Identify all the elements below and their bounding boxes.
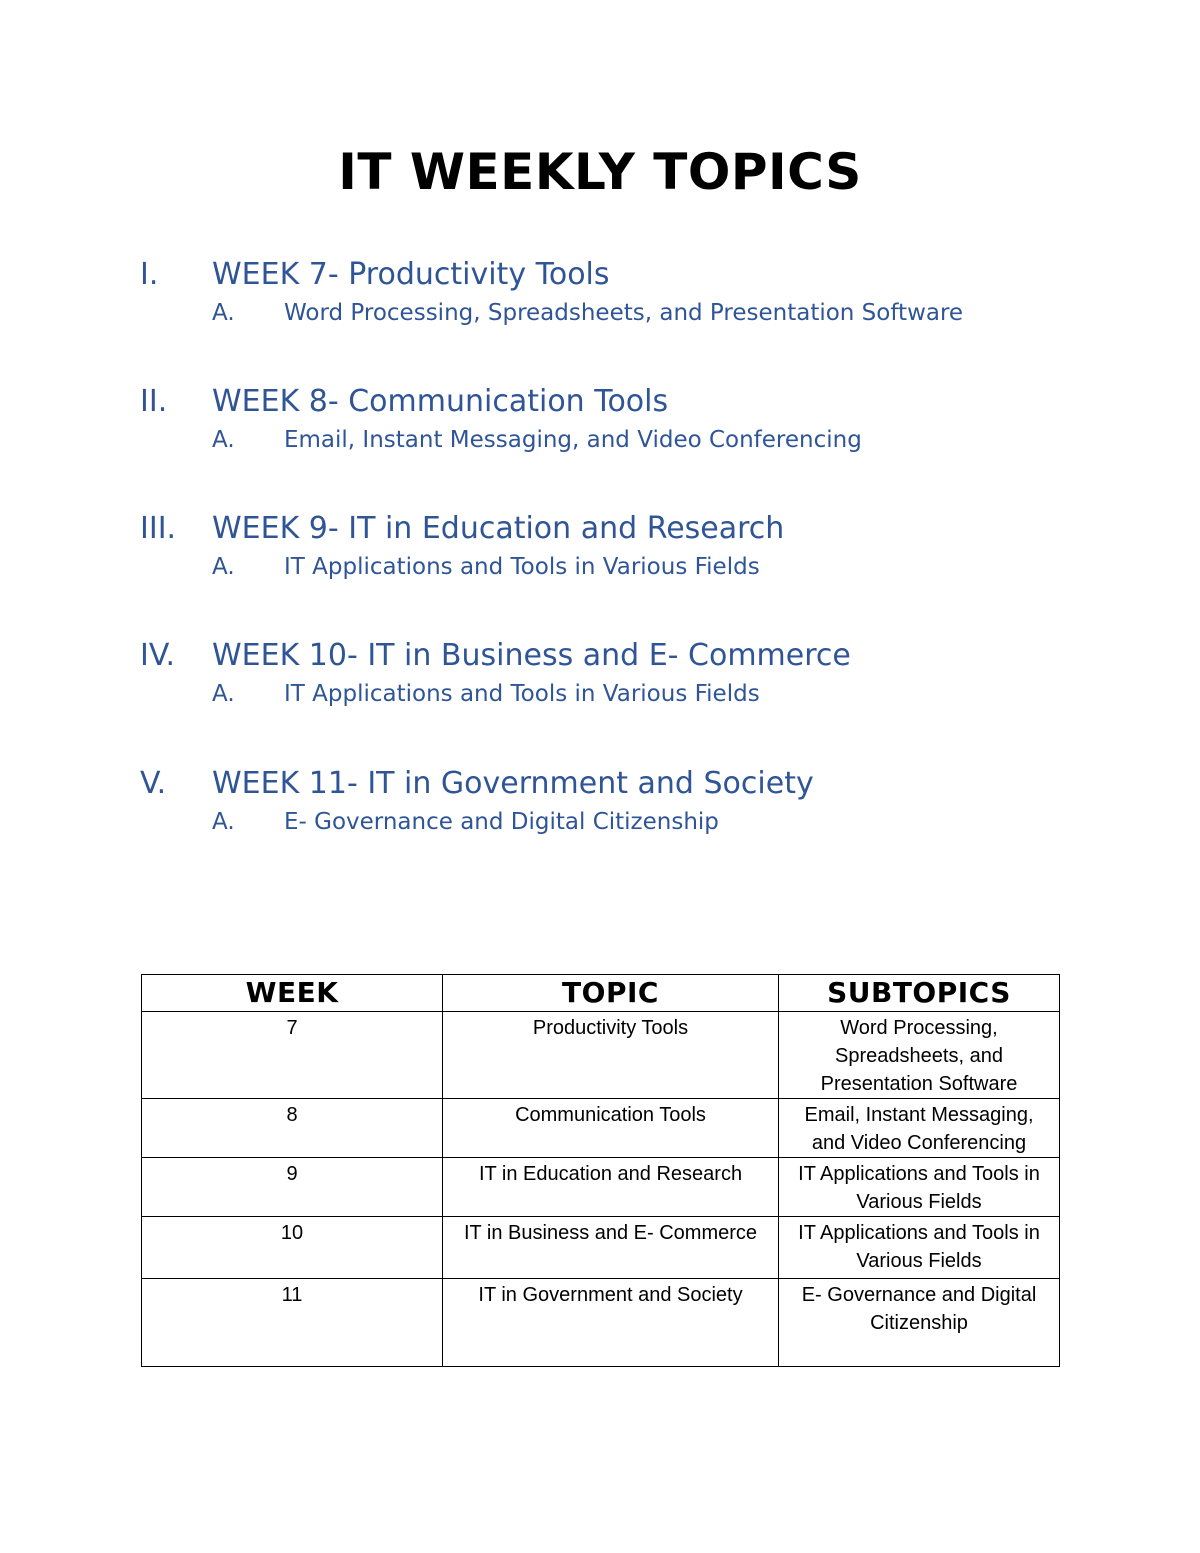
cell-week: 9 [142, 1158, 443, 1217]
outline-subtopic: E- Governance and Digital Citizenship [284, 809, 719, 835]
table-row [142, 1158, 1060, 1217]
column-header-topic: TOPIC [443, 975, 779, 1012]
cell-subtopics: Word Processing, Spreadsheets, and Presentation Software [779, 1012, 1060, 1099]
outline-week-title: WEEK 11- IT in Government and Society [212, 766, 814, 801]
outline-sub-letter: A. [212, 554, 235, 580]
cell-topic: Productivity Tools [443, 1012, 779, 1099]
table-header-row [142, 975, 1060, 1012]
outline-numeral: II. [140, 384, 168, 419]
table-row [142, 1099, 1060, 1158]
outline-week-title: WEEK 9- IT in Education and Research [212, 511, 785, 546]
cell-topic: IT in Education and Research [443, 1158, 779, 1217]
outline-subtopic: IT Applications and Tools in Various Fields [284, 681, 760, 707]
table-row [142, 1217, 1060, 1279]
column-header-subtopics: SUBTOPICS [779, 975, 1060, 1012]
outline-week-title: WEEK 7- Productivity Tools [212, 257, 610, 292]
cell-subtopics: IT Applications and Tools in Various Fields [779, 1158, 1060, 1217]
table-row [142, 1279, 1060, 1367]
cell-topic: Communication Tools [443, 1099, 779, 1158]
outline-numeral: III. [140, 511, 177, 546]
cell-week: 8 [142, 1099, 443, 1158]
outline-numeral: I. [140, 257, 159, 292]
page-title: IT WEEKLY TOPICS [338, 143, 862, 201]
cell-topic: IT in Business and E- Commerce [443, 1217, 779, 1279]
outline-sub-letter: A. [212, 300, 235, 326]
outline-subtopic: IT Applications and Tools in Various Fields [284, 554, 760, 580]
cell-week: 7 [142, 1012, 443, 1099]
outline-numeral: IV. [140, 638, 176, 673]
outline-week-title: WEEK 10- IT in Business and E- Commerce [212, 638, 851, 673]
outline-subtopic: Word Processing, Spreadsheets, and Presentation Software [284, 300, 964, 326]
cell-topic: IT in Government and Society [443, 1279, 779, 1367]
outline-subtopic: Email, Instant Messaging, and Video Conferencing [284, 427, 862, 453]
cell-week: 10 [142, 1217, 443, 1279]
outline-week-title: WEEK 8- Communication Tools [212, 384, 669, 419]
column-header-week: WEEK [142, 975, 443, 1012]
cell-subtopics: E- Governance and Digital Citizenship [779, 1279, 1060, 1367]
outline-sub-letter: A. [212, 809, 235, 835]
cell-week: 11 [142, 1279, 443, 1367]
weekly-topics-table [141, 974, 1060, 1367]
outline-sub-letter: A. [212, 427, 235, 453]
cell-subtopics: Email, Instant Messaging, and Video Conferencing [779, 1099, 1060, 1158]
outline-numeral: V. [140, 766, 167, 801]
table-row [142, 1012, 1060, 1099]
outline-sub-letter: A. [212, 681, 235, 707]
cell-subtopics: IT Applications and Tools in Various Fields [779, 1217, 1060, 1279]
